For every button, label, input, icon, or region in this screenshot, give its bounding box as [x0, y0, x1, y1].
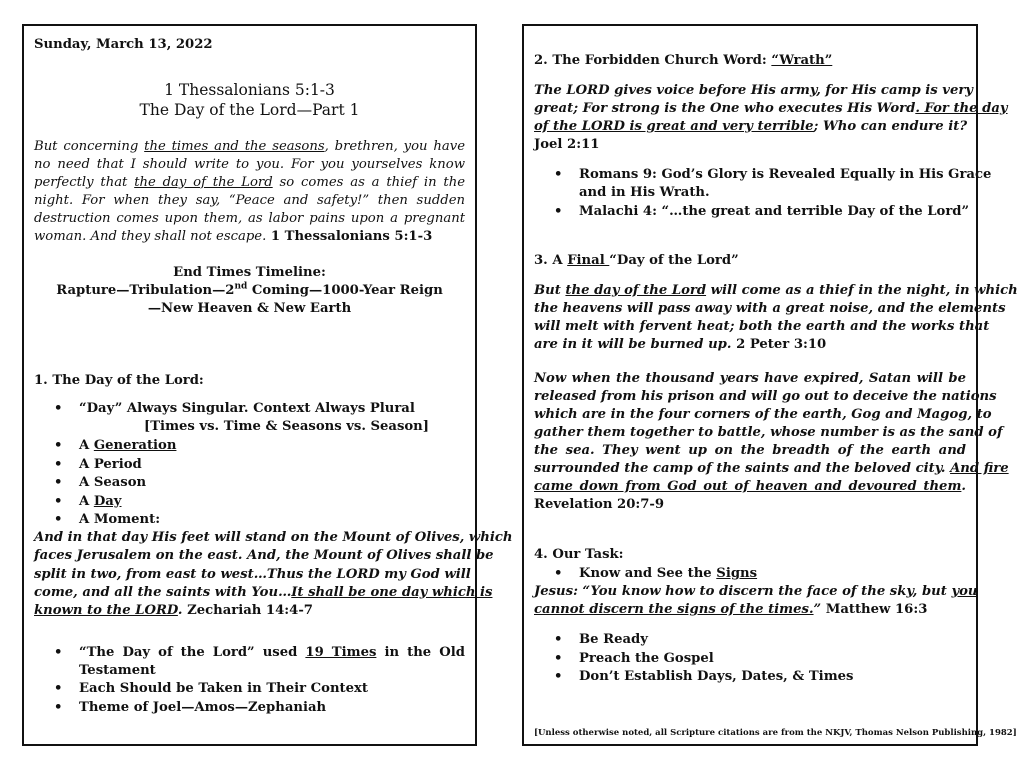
list-item-continuation: and in His Wrath.	[579, 185, 710, 200]
right-page-panel: 2. The Forbidden Church Word: “Wrath” The LORD gives voice before His army, for His camp is very great; For strong is the One who executes His Word. For the day of the LORD is great and very terrible; Who can endure it? Joel 2:11 • Romans 9: God’s Glory is Revealed Equally in His Grace and in His Wrath. • Malachi 4: “…the great and terrible Day of the Lord” 3. A Final “Day of the Lord” But the day of the Lord will come as a thief in the night, in which the heavens will pass away with a great noise, and the elements will melt with fervent heat; both the earth and the works that are in it will be burned up. 2 Peter 3:10 Now when the thousand years have expired, Satan will be released from his prison and will go out to deceive the nations which are in the four corners of the earth, Gog and Magog, to gather them together to battle, whose number is as the sand of the sea. They went up on the breadth of the earth and surrounded the camp of the saints and the beloved city. And fire came down from God out of heaven and devoured them. Revelation 20:7-9 4. Our Task: • Know and See the Signs Jesus: “You know how to discern the face of the sky, but you cannot discern the signs of the times.” Matthew 16:3 • Be Ready • Preach the Gospel • Don’t Establish Days, Dates, & Times [Unless otherwise noted, all Scripture citations are from the NKJV, Thomas Nelson Publishing, 1982]	[522, 24, 978, 746]
list-item: • “Day” Always Singular. Context Always Plural	[79, 400, 465, 418]
list-item: • A Period	[79, 456, 465, 474]
section-1-heading: 1. The Day of the Lord:	[34, 373, 204, 388]
sermon-date: Sunday, March 13, 2022	[34, 37, 213, 52]
section-4-heading: 4. Our Task:	[534, 547, 624, 562]
sermon-title: The Day of the Lord—Part 1	[139, 101, 360, 119]
list-item: • Be Ready	[579, 631, 966, 649]
list-item: • Know and See the Signs	[579, 565, 966, 583]
scripture-reference: Joel 2:11	[534, 137, 600, 152]
list-item: • A Day	[79, 493, 465, 511]
list-item: • Theme of Joel—Amos—Zephaniah	[79, 699, 465, 717]
sermon-title-reference: 1 Thessalonians 5:1-3	[164, 81, 335, 99]
list-item: • A Generation	[79, 437, 465, 455]
section-2-heading: 2. The Forbidden Church Word: “Wrath”	[534, 53, 833, 68]
citation-footnote: [Unless otherwise noted, all Scripture citations are from the NKJV, Thomas Nelson Publishing, 1982]	[534, 728, 1017, 738]
scripture-reference: Zechariah 14:4-7	[182, 603, 313, 618]
list-item: • Don’t Establish Days, Dates, & Times	[579, 668, 966, 686]
scripture-reference: 2 Peter 3:10	[731, 337, 827, 352]
scripture-reference: 1 Thessalonians 5:1-3	[266, 229, 433, 244]
list-item: • Malachi 4: “…the great and terrible Day of the Lord”	[579, 203, 966, 221]
scripture-reference: Matthew 16:3	[821, 602, 928, 617]
list-item-continuation: [Times vs. Time & Seasons vs. Season]	[144, 419, 430, 434]
list-item: • A Season	[79, 474, 465, 492]
list-item: • Romans 9: God’s Glory is Revealed Equally in His Grace	[579, 166, 966, 184]
section-3-heading: 3. A Final “Day of the Lord”	[534, 253, 739, 268]
list-item: • A Moment:	[79, 511, 465, 529]
list-item: • “The Day of the Lord” used 19 Times in the Old	[79, 644, 465, 662]
list-item: • Each Should be Taken in Their Context	[79, 680, 465, 698]
list-item-continuation: Testament	[79, 663, 156, 678]
left-page-panel: Sunday, March 13, 2022 1 Thessalonians 5:1-3 The Day of the Lord—Part 1 But concerning the times and the seasons, brethren, you have no need that I should write to you. For you yourselves know perfectly that the day of the Lord so comes as a thief in the night. For when they say, “Peace and safety!” then sudden destruction comes upon them, as labor pains upon a pregnant woman. And they shall not escape. 1 Thessalonians 5:1-3 End Times Timeline: Rapture—Tribulation—2nd Coming—1000-Year Reign —New Heaven & New Earth 1. The Day of the Lord: • “Day” Always Singular. Context Always Plural [Times vs. Time & Seasons vs. Season] • A Generation • A Period • A Season • A Day • A Moment: And in that day His feet will stand on the Mount of Olives, which faces Jerusalem on the east. And, the Mount of Olives shall be split in two, from east to west…Thus the LORD my God will come, and all the saints with You…It shall be one day which is known to the LORD. Zechariah 14:4-7 • “The Day of the Lord” used 19 Times in the Old Testament • Each Should be Taken in Their Context • Theme of Joel—Amos—Zephaniah	[22, 24, 477, 746]
list-item: • Preach the Gospel	[579, 650, 966, 668]
scripture-reference: Revelation 20:7-9	[534, 497, 665, 512]
